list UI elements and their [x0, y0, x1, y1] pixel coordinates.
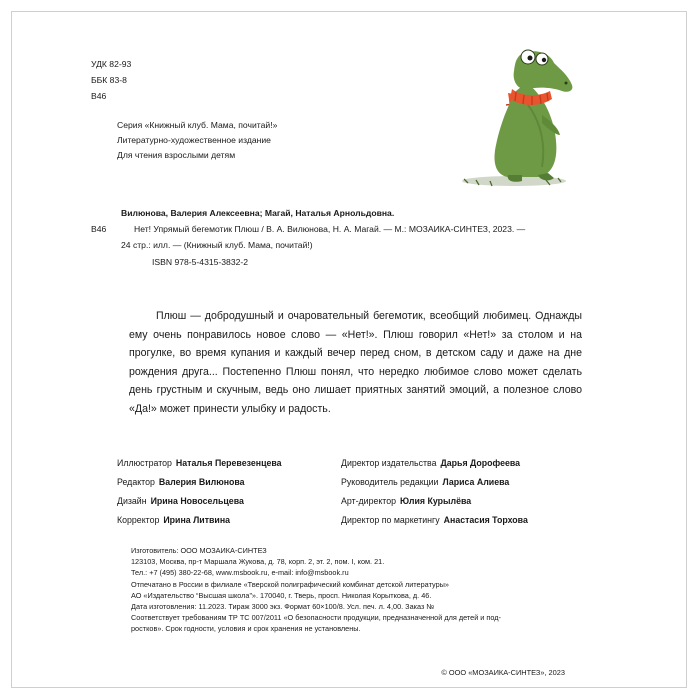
credit-role: Директор по маркетингу — [341, 515, 440, 525]
annotation-paragraph: Плюш — добродушный и очаровательный бегемотик, всеобщий любимец. Однажды ему очень понравилось новое слово — «Нет!». Плюш говорил «Нет!» за столом и на прогулке, во время купания и каждый вечер перед сном, в детском саду и даже на дне рождения друга... Постепенно Плюш понял, что нередко любимое слово может сделать день грустным и скучным, ведь оно лишает приятных занятий эмоций, а полезное слово «Да!» может принести улыбку и радость. — [129, 310, 582, 415]
bibliography-authors: Вилюнова, Валерия Алексеевна; Магай, Наталья Арнольдовна. — [121, 208, 395, 218]
isbn: ISBN 978-5-4315-3832-2 — [152, 257, 249, 267]
credit-role: Редактор — [117, 477, 155, 487]
credit-name: Ирина Литвина — [163, 515, 231, 525]
credit-name: Юлия Курылёва — [400, 496, 472, 506]
credit-row — [341, 473, 528, 492]
credits-left — [117, 454, 282, 530]
author-mark: В46 — [91, 91, 107, 101]
credit-row — [117, 492, 282, 511]
credit-role: Арт-директор — [341, 496, 397, 506]
edition-type: Литературно-художественное издание — [117, 135, 271, 145]
udk-code: УДК 82-93 — [91, 59, 132, 69]
credit-role: Директор издательства — [341, 458, 437, 468]
credit-row — [117, 454, 282, 473]
credit-name: Дарья Дорофеева — [440, 458, 521, 468]
credit-role: Иллюстратор — [117, 458, 172, 468]
bibliography-mark: В46 — [91, 224, 107, 234]
credit-name: Валерия Вилюнова — [158, 477, 245, 487]
bibliography-pages: 24 стр.: илл. — (Книжный клуб. Мама, почитай!) — [121, 240, 313, 250]
bbk-code: ББК 83-8 — [91, 75, 127, 85]
credit-row — [117, 511, 282, 530]
book-page — [11, 11, 687, 688]
manufacturer-line: Дата изготовления: 11.2023. Тираж 3000 экз. Формат 60×100/8. Усл. печ. л. 4,00. Заказ № — [131, 602, 435, 612]
manufacturer-line: Тел.: +7 (495) 380-22-68, www.msbook.ru, e-mail: info@msbook.ru — [131, 568, 349, 578]
series-title: Серия «Книжный клуб. Мама, почитай!» — [117, 120, 278, 130]
manufacturer-line: АО «Издательство “Высшая школа”». 170040, г. Тверь, просп. Николая Корыткова, д. 46. — [131, 590, 432, 600]
credit-role: Руководитель редакции — [341, 477, 439, 487]
manufacturer-line: 123103, Москва, пр-т Маршала Жукова, д. 78, корп. 2, эт. 2, пом. I, ком. 21. — [131, 557, 385, 567]
credit-row — [117, 473, 282, 492]
credit-name: Наталья Перевезенцева — [175, 458, 282, 468]
credit-row — [341, 454, 528, 473]
manufacturer-line: Изготовитель: ООО МОЗАИКА-СИНТЕЗ — [131, 546, 267, 555]
manufacturer-line: Соответствует требованиям ТР ТС 007/2011 «О безопасности продукции, предназначенной для детей и под- — [131, 613, 501, 623]
manufacturer-line: ростков». Срок годности, условия и срок хранения не установлены. — [131, 624, 361, 634]
credits-right — [341, 454, 528, 530]
manufacturer-line: Отпечатано в России в филиале «Тверской полиграфический комбинат детской литературы» — [131, 579, 449, 589]
manufacturer-info — [131, 545, 501, 635]
credit-role: Дизайн — [117, 496, 147, 506]
credit-row — [341, 492, 528, 511]
audience-note: Для чтения взрослыми детям — [117, 150, 236, 160]
credit-name: Ирина Новосельцева — [150, 496, 244, 506]
credit-row — [341, 511, 528, 530]
credit-name: Анастасия Торхова — [443, 515, 528, 525]
bibliography-description: Нет! Упрямый бегемотик Плюш / В. А. Вилюнова, Н. А. Магай. — М.: МОЗАИКА-СИНТЕЗ, 2023. — — [134, 224, 526, 234]
credit-name: Лариса Алиева — [442, 477, 510, 487]
copyright: © ООО «МОЗАИКА-СИНТЕЗ», 2023 — [441, 668, 565, 677]
credit-role: Корректор — [117, 515, 160, 525]
crocodile-with-scarf-icon — [442, 35, 582, 195]
